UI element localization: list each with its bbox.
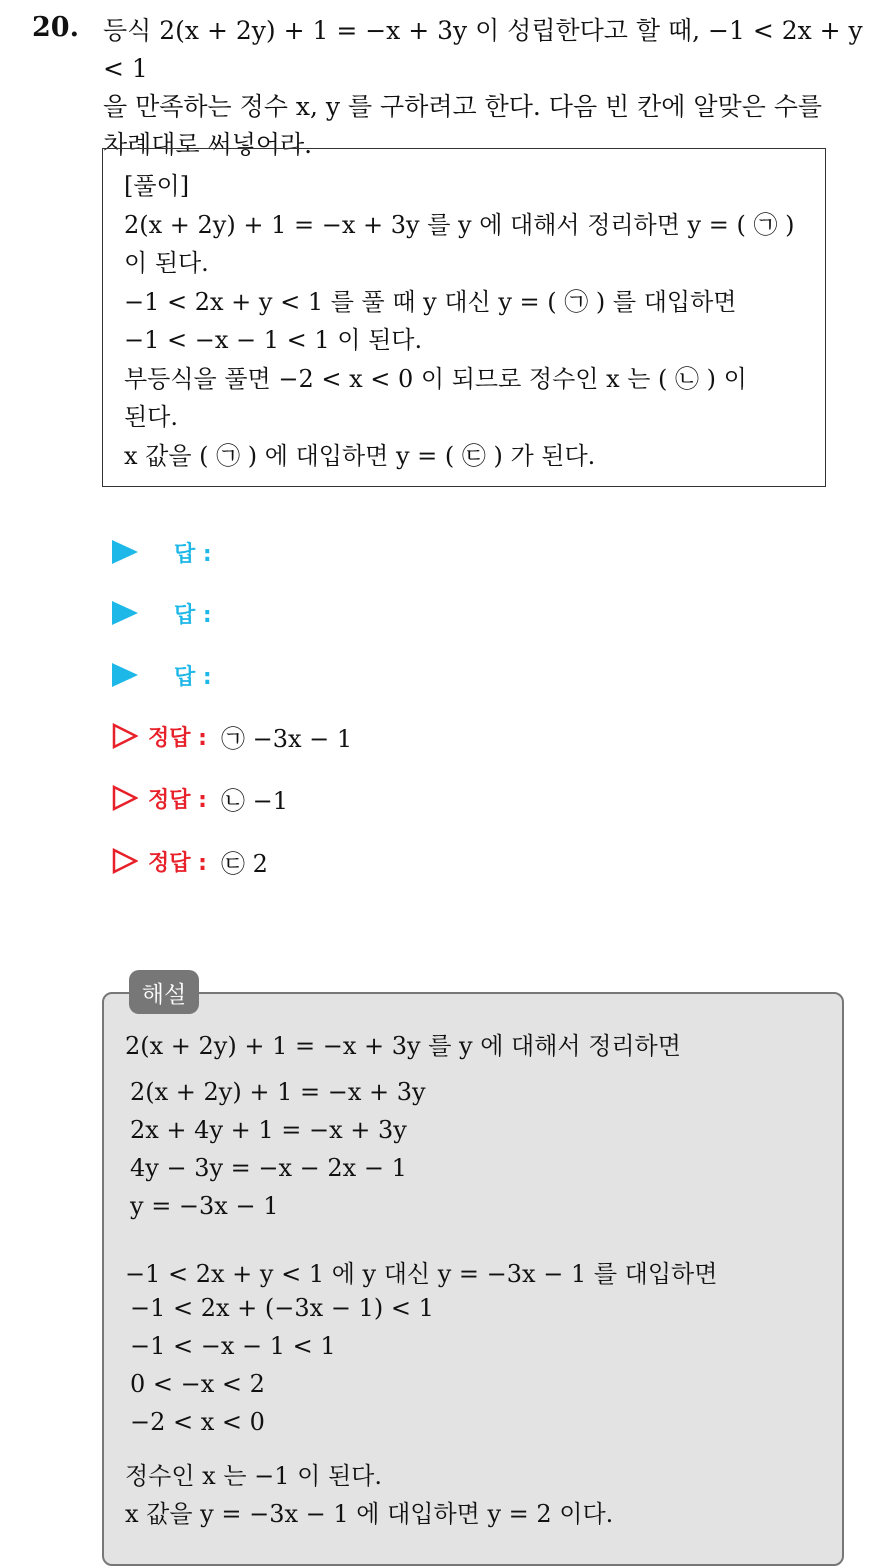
answer-row[interactable] xyxy=(112,593,212,633)
question-text: 등식 2(x + 2y) + 1 = −x + 3y 이 성립한다고 할 때, −1 < 2x + y < 1 을 만족하는 정수 x, y 를 구하려고 한다. 다음 빈 칸에 알맞은 수를 차례대로 써넣어라. xyxy=(103,16,863,159)
explanation-line: 2(x + 2y) + 1 = −x + 3y xyxy=(130,1078,426,1106)
correct-answer-value: ㉢ 2 xyxy=(220,849,268,878)
explanation-line: 정수인 x 는 −1 이 된다. xyxy=(125,1462,382,1490)
correct-answer-label: 정답 : xyxy=(148,787,207,813)
play-triangle-icon xyxy=(112,663,138,687)
play-triangle-icon xyxy=(112,601,138,625)
outline-triangle-icon xyxy=(112,848,138,874)
solution-line: x 값을 ( ㉠ ) 에 대입하면 y = ( ㉢ ) 가 된다. xyxy=(124,441,596,470)
explanation-line: 4y − 3y = −x − 2x − 1 xyxy=(130,1154,407,1182)
solution-line: −1 < 2x + y < 1 를 풀 때 y 대신 y = ( ㉠ ) 를 대입하면 xyxy=(124,287,737,316)
correct-answer-label: 정답 : xyxy=(148,850,207,876)
answer-label: 답 : xyxy=(174,541,212,567)
question-number: 20. xyxy=(32,12,79,43)
solution-box xyxy=(102,148,826,487)
explanation-line: −1 < −x − 1 < 1 xyxy=(130,1332,336,1360)
solution-line: −1 < −x − 1 < 1 이 된다. xyxy=(124,326,423,354)
answer-row[interactable] xyxy=(112,655,212,695)
correct-answer-row xyxy=(112,778,288,818)
explanation-line: x 값을 y = −3x − 1 에 대입하면 y = 2 이다. xyxy=(125,1500,614,1528)
solution-line: 2(x + 2y) + 1 = −x + 3y 를 y 에 대해서 정리하면 y = ( ㉠ ) xyxy=(124,210,795,239)
explanation-tag: 해설 xyxy=(129,970,199,1014)
correct-answer-value: ㉡ −1 xyxy=(220,786,288,815)
explanation-line: −1 < 2x + y < 1 에 y 대신 y = −3x − 1 를 대입하면 xyxy=(125,1260,718,1288)
answer-label: 답 : xyxy=(174,664,212,690)
outline-triangle-icon xyxy=(112,785,138,811)
solution-lines xyxy=(124,167,814,475)
outline-triangle-icon xyxy=(112,723,138,749)
solution-line: 이 된다. xyxy=(124,249,209,277)
solution-line: 된다. xyxy=(124,403,178,431)
play-triangle-icon xyxy=(112,540,138,564)
answer-label: 답 : xyxy=(174,602,212,628)
solution-line: 부등식을 풀면 −2 < x < 0 이 되므로 정수인 x 는 ( ㉡ ) 이 xyxy=(124,364,747,393)
explanation-line: y = −3x − 1 xyxy=(130,1192,279,1220)
answer-row[interactable] xyxy=(112,532,212,572)
explanation-line: 0 < −x < 2 xyxy=(130,1370,265,1398)
correct-answer-value: ㉠ −3x − 1 xyxy=(220,724,353,753)
correct-answer-row xyxy=(112,841,268,881)
explanation-line: −1 < 2x + (−3x − 1) < 1 xyxy=(130,1294,434,1322)
explanation-line: 2(x + 2y) + 1 = −x + 3y 를 y 에 대해서 정리하면 xyxy=(125,1032,681,1060)
explanation-line: 2x + 4y + 1 = −x + 3y xyxy=(130,1116,407,1144)
solution-line: [풀이] xyxy=(124,172,190,200)
correct-answer-row xyxy=(112,716,352,756)
explanation-line: −2 < x < 0 xyxy=(130,1408,265,1436)
correct-answer-label: 정답 : xyxy=(148,725,207,751)
